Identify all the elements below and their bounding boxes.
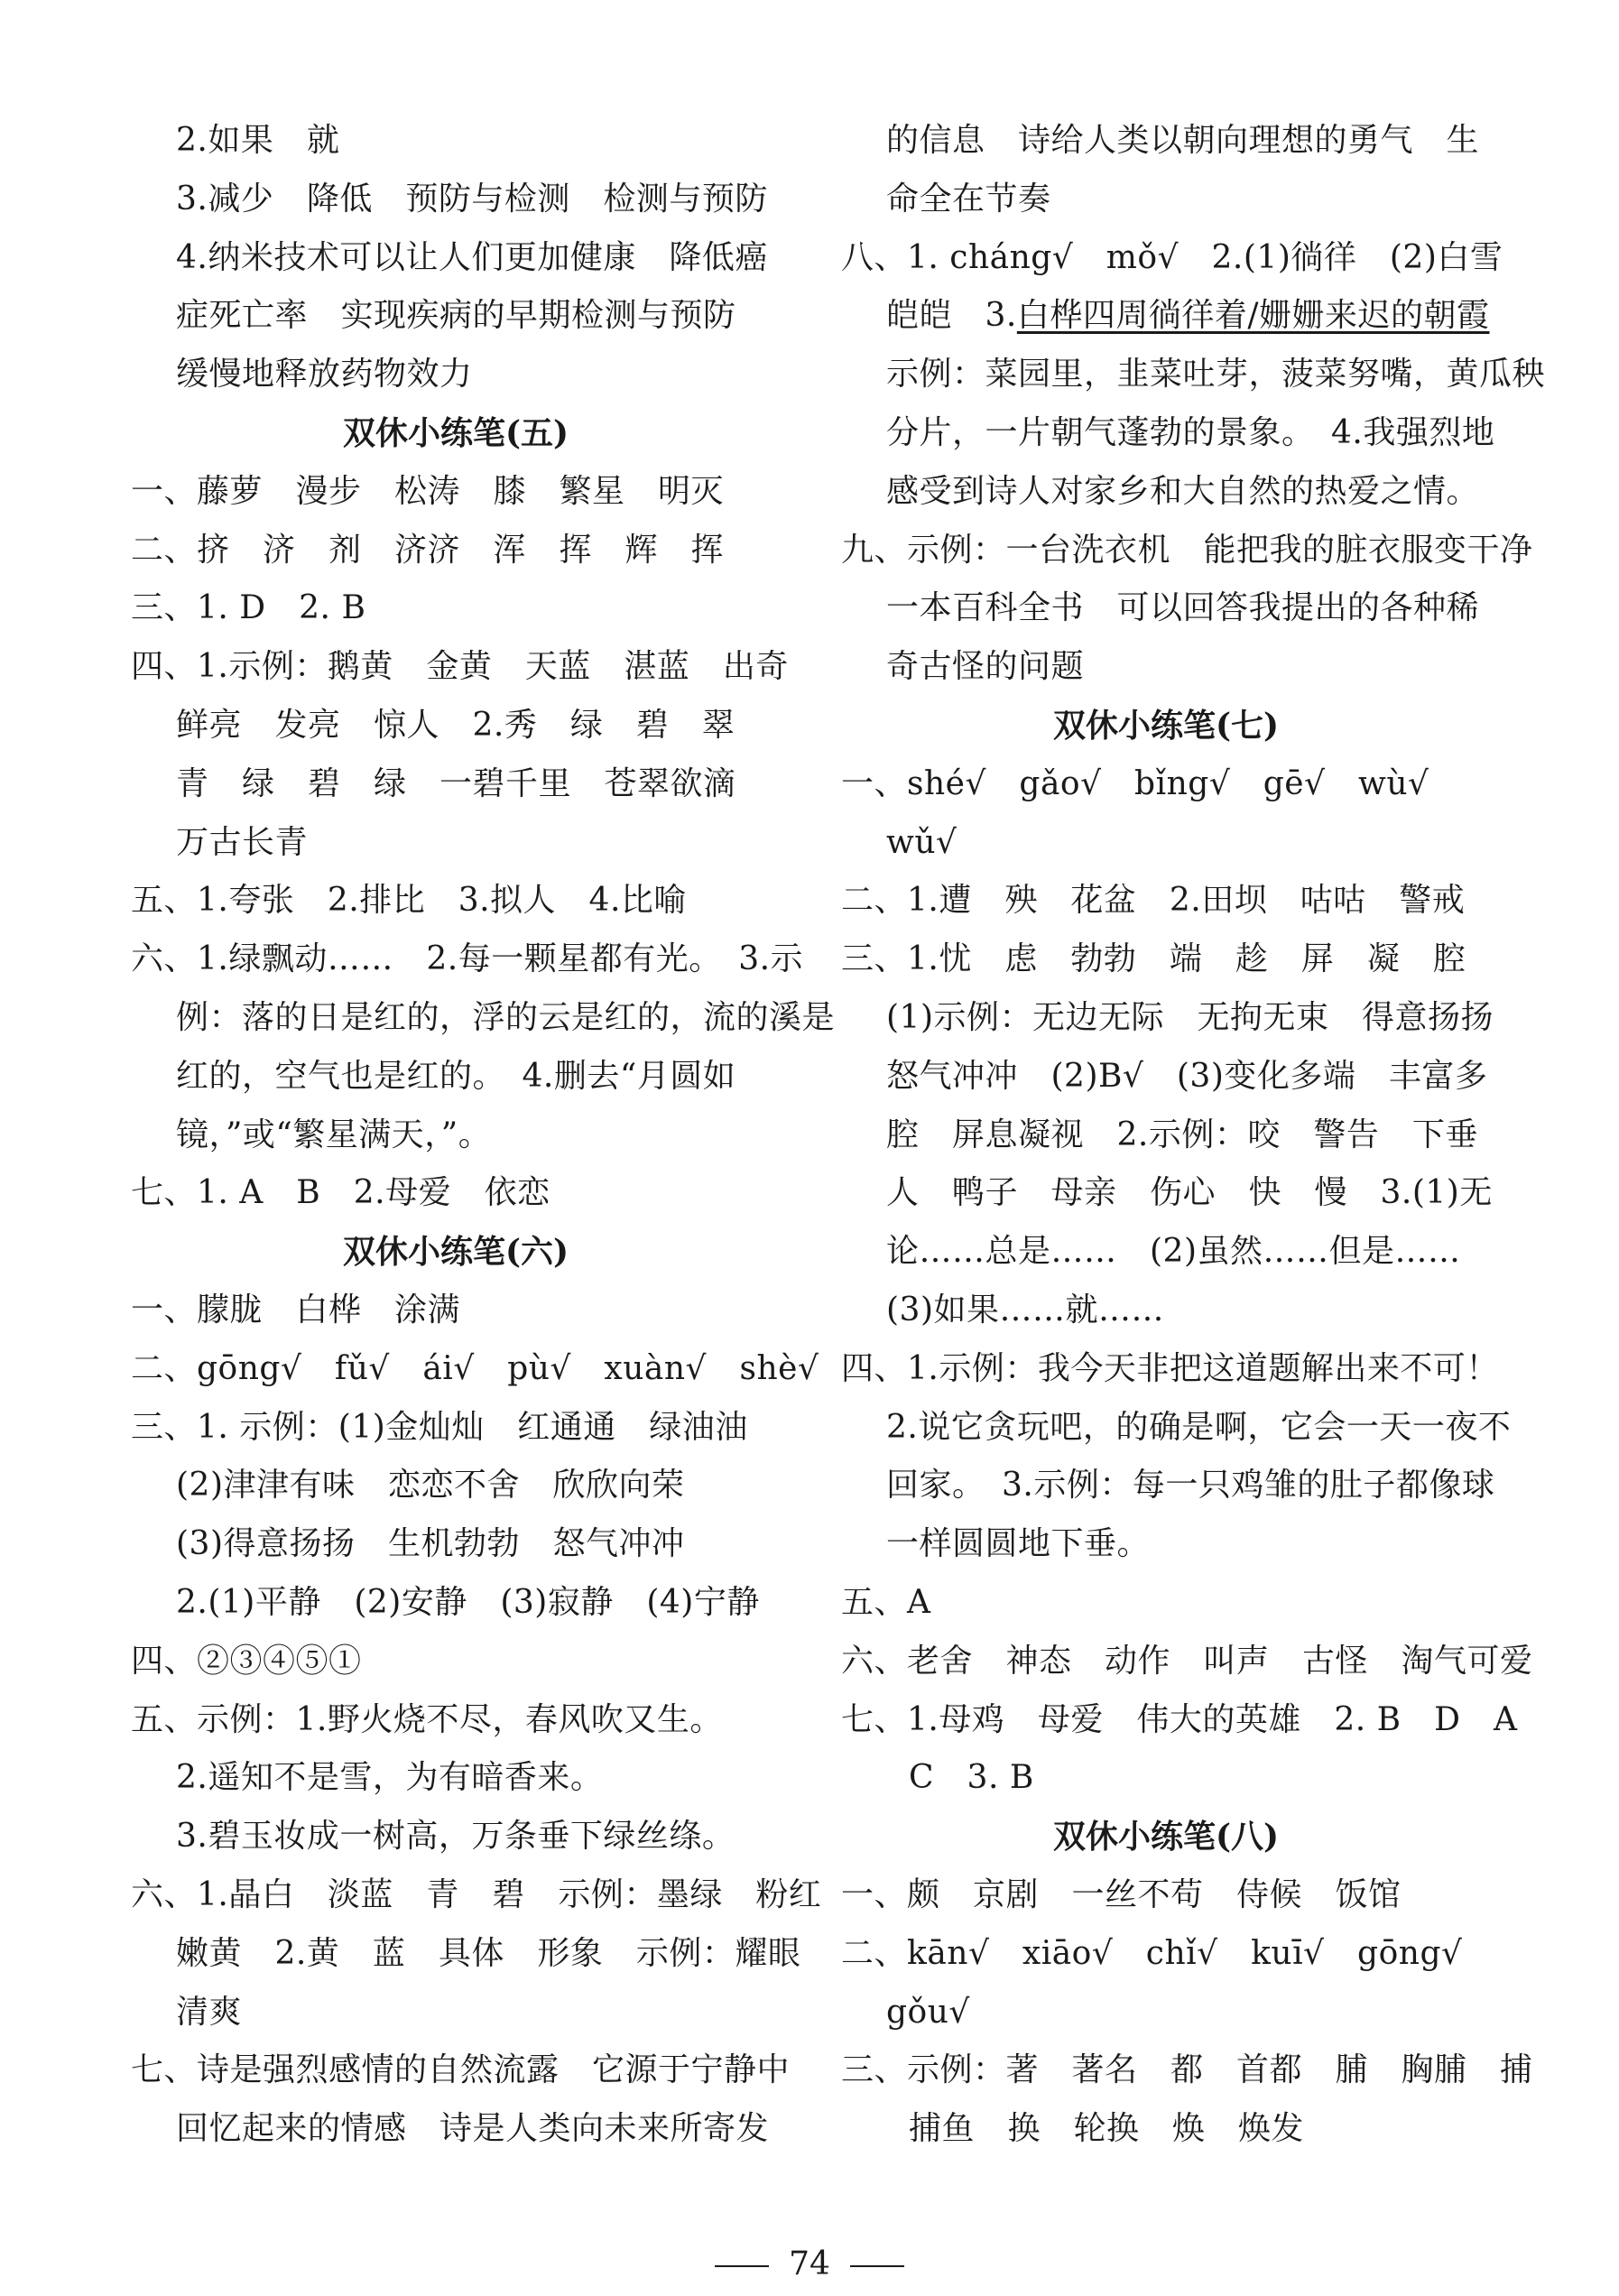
answer-line: 万古长青 xyxy=(176,823,309,861)
answer-line: (3)如果……就…… xyxy=(886,1291,1164,1329)
answer-line: 三、示例：著 著名 都 首都 脯 胸脯 捕 xyxy=(841,2051,1533,2089)
answer-line: 五、1.夸张 2.排比 3.拟人 4.比喻 xyxy=(131,882,687,920)
answer-line: 镜，”或“繁星满天，”。 xyxy=(176,1116,492,1153)
answer-line: 人 鸭子 母亲 伤心 快 慢 3.(1)无 xyxy=(886,1174,1493,1212)
section-title: 双休小练笔(七) xyxy=(1052,706,1280,745)
answer-line: 2.遥知不是雪，为有暗香来。 xyxy=(176,1759,604,1797)
footer-dash-right xyxy=(850,2265,904,2267)
answer-line xyxy=(841,287,1491,346)
answer-line: 一、藤萝 漫步 松涛 膝 繁星 明灭 xyxy=(131,472,725,510)
answer-line: 二、gōng√ fǔ√ ái√ pù√ xuàn√ shè√ xyxy=(131,1349,819,1387)
answer-line: 五、示例：1.野火烧不尽，春风吹又生。 xyxy=(131,1700,723,1738)
answer-line: 2.如果 就 xyxy=(176,122,340,159)
answer-line: (2)津津有味 恋恋不舍 欣欣向荣 xyxy=(176,1467,685,1504)
left-column xyxy=(131,112,836,2159)
answer-line: 三、1. D 2. B xyxy=(131,589,366,627)
answer-line: 六、老舍 神态 动作 叫声 古怪 淘气可爱 xyxy=(841,1642,1533,1680)
answer-line: 红的，空气也是红的。 4.删去“月圆如 xyxy=(176,1057,736,1095)
answer-line: 清爽 xyxy=(176,1993,243,2031)
section-title: 双休小练笔(八) xyxy=(1052,1818,1280,1856)
answer-line: 捕鱼 换 轮换 焕 焕发 xyxy=(909,2110,1305,2148)
answer-line: 八、1. cháng√ mǒ√ 2.(1)徜徉 (2)白雪 xyxy=(841,238,1503,276)
answer-line: 三、1.忧 虑 勃勃 端 趁 屏 凝 腔 xyxy=(841,940,1466,978)
answer-line: 症死亡率 实现疾病的早期检测与预防 xyxy=(176,297,736,335)
answer-line: wǔ√ xyxy=(886,823,958,861)
answer-line: 一、朦胧 白桦 涂满 xyxy=(131,1291,461,1329)
answer-line: 回忆起来的情感 诗是人类向未来所寄发 xyxy=(176,2110,770,2148)
answer-line: 二、挤 济 剂 济济 浑 挥 辉 挥 xyxy=(131,531,725,569)
answer-line: 怒气冲冲 (2)B√ (3)变化多端 丰富多 xyxy=(886,1057,1488,1095)
answer-line: 六、1.晶白 淡蓝 青 碧 示例：墨绿 粉红 xyxy=(131,1875,822,1913)
answer-line: 奇古怪的问题 xyxy=(886,648,1085,686)
answer-line: 鲜亮 发亮 惊人 2.秀 绿 碧 翠 xyxy=(176,706,735,744)
answer-line: 四、1.示例：我今天非把这道题解出来不可！ xyxy=(841,1349,1499,1387)
answer-line: 例：落的日是红的，浮的云是红的，流的溪是 xyxy=(176,998,836,1036)
answer-line: 二、1.遭 殃 花盆 2.田坝 咕咕 警戒 xyxy=(841,882,1466,920)
answer-line: 的信息 诗给人类以朝向理想的勇气 生 xyxy=(886,122,1480,159)
page-footer xyxy=(0,2245,1619,2282)
answer-line: 七、1. A B 2.母爱 依恋 xyxy=(131,1174,550,1212)
answer-line: 2.说它贪玩吧，的确是啊，它会一天一夜不 xyxy=(886,1408,1512,1446)
answer-line: 4.纳米技术可以让人们更加健康 降低癌 xyxy=(176,238,768,276)
answer-line: C 3. B xyxy=(909,1759,1034,1797)
answer-line: 三、1. 示例：(1)金灿灿 红通通 绿油油 xyxy=(131,1408,748,1446)
underlined-answer: 白桦四周徜徉着/姗姗来迟的朝霞 xyxy=(1016,297,1490,335)
answer-line: 一本百科全书 可以回答我提出的各种稀 xyxy=(886,589,1480,627)
answer-line: 示例：菜园里，韭菜吐芽，菠菜努嘴，黄瓜秧 xyxy=(886,356,1546,393)
answer-line: 3.减少 降低 预防与检测 检测与预防 xyxy=(176,180,768,218)
answer-line: 论……总是…… (2)虽然……但是…… xyxy=(886,1233,1461,1271)
answer-line: 六、1.绿飘动…… 2.每一颗星都有光。 3.示 xyxy=(131,940,804,978)
answer-line: 九、示例：一台洗衣机 能把我的脏衣服变干净 xyxy=(841,531,1533,569)
answer-line: (3)得意扬扬 生机勃勃 怒气冲冲 xyxy=(176,1525,685,1563)
answer-line: 回家。 3.示例：每一只鸡雏的肚子都像球 xyxy=(886,1467,1495,1504)
footer-dash-left xyxy=(715,2265,769,2267)
answer-text: 皑皑 3. xyxy=(886,297,1017,335)
answer-line: 感受到诗人对家乡和大自然的热爱之情。 xyxy=(886,472,1480,510)
answer-line: 嫩黄 2.黄 蓝 具体 形象 示例：耀眼 xyxy=(176,1934,801,1972)
answer-line: gǒu√ xyxy=(886,1993,970,2031)
answer-line: 五、A xyxy=(841,1583,931,1621)
answer-line: 2.(1)平静 (2)安静 (3)寂静 (4)宁静 xyxy=(176,1583,760,1621)
right-column xyxy=(841,112,1546,2159)
answer-line: 缓慢地释放药物效力 xyxy=(176,356,473,393)
section-title: 双休小练笔(六) xyxy=(342,1233,569,1272)
answer-line: 命全在节奏 xyxy=(886,180,1051,218)
section-title: 双休小练笔(五) xyxy=(342,413,569,452)
answer-line: 腔 屏息凝视 2.示例：咬 警告 下垂 xyxy=(886,1116,1478,1153)
answer-line: 3.碧玉妆成一树高，万条垂下绿丝绦。 xyxy=(176,1818,735,1856)
answer-line: 四、1.示例：鹅黄 金黄 天蓝 湛蓝 出奇 xyxy=(131,648,789,686)
answer-line: 七、诗是强烈感情的自然流露 它源于宁静中 xyxy=(131,2051,791,2089)
answer-line: (1)示例：无边无际 无拘无束 得意扬扬 xyxy=(886,998,1494,1036)
answer-line: 分片，一片朝气蓬勃的景象。 4.我强烈地 xyxy=(886,413,1495,451)
page-number: 74 xyxy=(789,2245,830,2282)
answer-line: 二、kān√ xiāo√ chǐ√ kuī√ gōng√ xyxy=(841,1934,1463,1972)
answer-line: 青 绿 碧 绿 一碧千里 苍翠欲滴 xyxy=(176,764,736,802)
answer-line: 四、②③④⑤① xyxy=(131,1642,362,1680)
answer-line: 一、颇 京剧 一丝不苟 侍候 饭馆 xyxy=(841,1875,1402,1913)
answer-line: 一样圆圆地下垂。 xyxy=(886,1525,1151,1563)
answer-line: 七、1.母鸡 母爱 伟大的英雄 2. B D A xyxy=(841,1700,1518,1738)
answer-line: 一、shé√ gǎo√ bǐng√ gē√ wù√ xyxy=(841,764,1429,802)
